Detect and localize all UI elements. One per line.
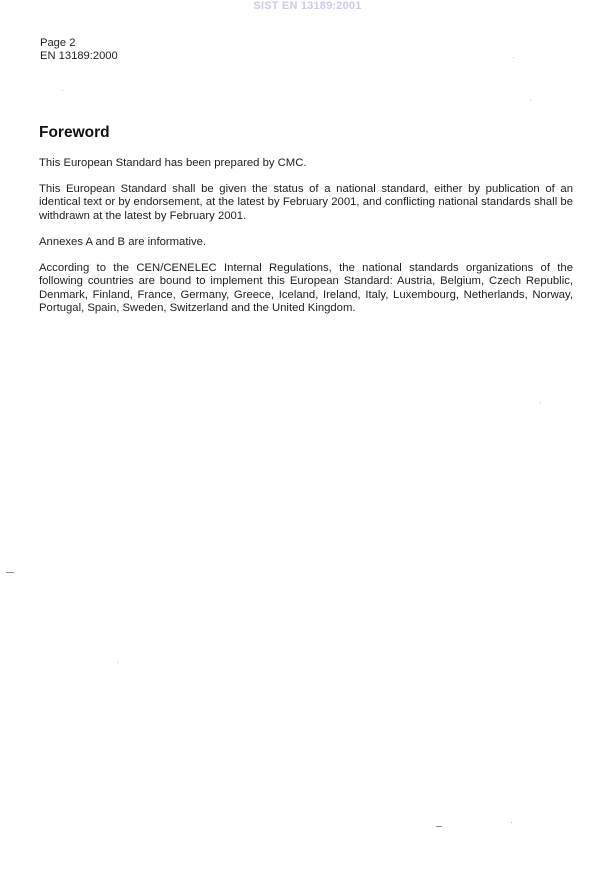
paragraph-implementing-countries: According to the CEN/CENELEC Internal Regulations, the national standards organizations of the following countries are bound to implement this European Standard: Austria, Belgium, Czech Republic, Denmark, Finland, France, Germany, Greece, Iceland, Ireland, Italy, Luxembourg, Netherlands, Norway, Portugal, Spain, Sweden, Switzerland and the United Kingdom. [39,262,573,315]
watermark: SIST EN 13189:2001 [253,0,362,12]
scan-speck [511,822,512,823]
scan-speck [117,662,118,663]
standard-reference: EN 13189:2000 [40,50,118,62]
page-number: Page 2 [40,37,76,49]
section-heading: Foreword [39,124,110,141]
scan-speck [513,57,514,58]
scan-speck [540,402,541,403]
paragraph-prepared-by: This European Standard has been prepared by CMC. [39,157,307,169]
page-header [40,37,118,63]
scan-speck [530,100,531,101]
paragraph-annexes: Annexes A and B are informative. [39,236,207,248]
scan-mark [6,572,14,573]
scan-mark [436,826,442,827]
paragraph-national-status: This European Standard shall be given the status of a national standard, either by publication of an identical text or by endorsement, at the latest by February 2001, and conflicting national standards shall be withdrawn at the latest by February 2001. [39,183,573,222]
scan-speck [62,90,63,91]
